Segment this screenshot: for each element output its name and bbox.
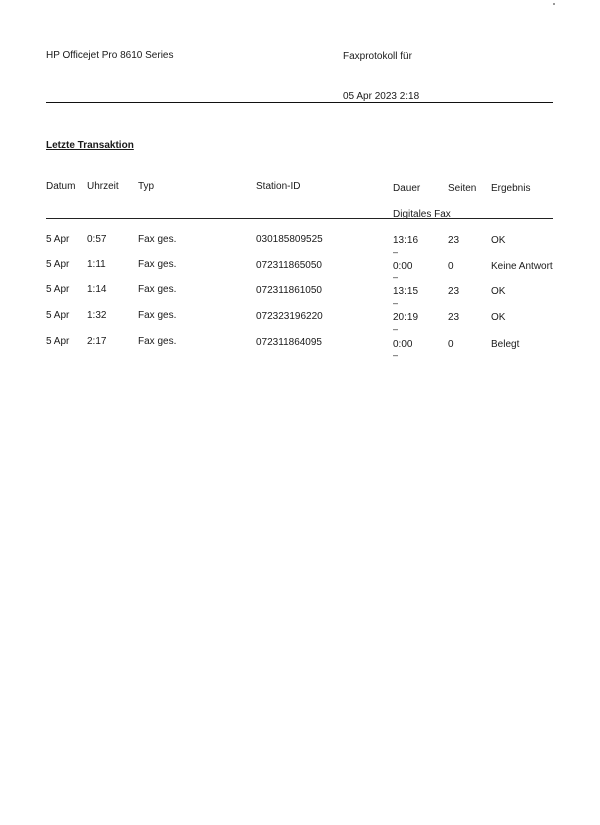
cell-dauer: 13:16 bbox=[393, 235, 419, 246]
cell-ergebnis: OK bbox=[491, 286, 506, 297]
cell-uhrzeit: 1:32 bbox=[87, 310, 107, 321]
cell-datum: 5 Apr bbox=[46, 310, 70, 321]
report-title: Faxprotokoll für bbox=[343, 51, 412, 62]
cell-station: 072323196220 bbox=[256, 311, 323, 322]
cell-uhrzeit: 1:11 bbox=[87, 259, 106, 270]
cell-dauer: 13:15 bbox=[393, 286, 419, 297]
cell-uhrzeit: 0:57 bbox=[87, 234, 107, 245]
cell-typ: Fax ges. bbox=[138, 234, 177, 245]
report-datetime: 05 Apr 2023 2:18 bbox=[343, 91, 420, 102]
cell-ergebnis: Belegt bbox=[491, 339, 520, 350]
device-name: HP Officejet Pro 8610 Series bbox=[46, 50, 174, 61]
table-header-divider bbox=[46, 218, 553, 219]
cell-typ: Fax ges. bbox=[138, 259, 177, 270]
cell-dauer: 20:19 bbox=[393, 312, 419, 323]
scan-speck bbox=[553, 3, 555, 5]
cell-dauer-dash: – bbox=[393, 247, 399, 257]
col-header-typ: Typ bbox=[138, 181, 155, 192]
cell-ergebnis: OK bbox=[491, 235, 506, 246]
cell-typ: Fax ges. bbox=[138, 284, 177, 295]
cell-station: 072311865050 bbox=[256, 260, 322, 271]
cell-station: 072311861050 bbox=[256, 285, 322, 296]
cell-seiten: 23 bbox=[448, 286, 460, 297]
cell-seiten: 0 bbox=[448, 261, 454, 272]
cell-datum: 5 Apr bbox=[46, 234, 70, 245]
header-divider bbox=[46, 102, 553, 103]
col-header-ergebnis: Ergebnis bbox=[491, 183, 531, 194]
col-header-seiten: Seiten bbox=[448, 183, 477, 194]
col-header-datum: Datum bbox=[46, 181, 76, 192]
col-header-station: Station-ID bbox=[256, 181, 301, 192]
col-header-dauer: Dauer bbox=[393, 183, 421, 194]
cell-dauer-dash: – bbox=[393, 298, 399, 308]
cell-seiten: 23 bbox=[448, 312, 460, 323]
fax-type-subheader: Digitales Fax bbox=[393, 209, 451, 220]
cell-dauer: 0:00 bbox=[393, 261, 413, 272]
cell-datum: 5 Apr bbox=[46, 259, 70, 270]
cell-station: 030185809525 bbox=[256, 234, 323, 245]
section-title: Letzte Transaktion bbox=[46, 140, 134, 151]
cell-datum: 5 Apr bbox=[46, 284, 70, 295]
cell-uhrzeit: 1:14 bbox=[87, 284, 107, 295]
col-header-uhrzeit: Uhrzeit bbox=[87, 181, 119, 192]
cell-dauer: 0:00 bbox=[393, 339, 413, 350]
cell-typ: Fax ges. bbox=[138, 310, 177, 321]
cell-ergebnis: OK bbox=[491, 312, 506, 323]
cell-dauer-dash: – bbox=[393, 324, 399, 334]
cell-station: 072311864095 bbox=[256, 337, 322, 348]
cell-uhrzeit: 2:17 bbox=[87, 336, 107, 347]
cell-dauer-dash: – bbox=[393, 272, 399, 282]
cell-datum: 5 Apr bbox=[46, 336, 70, 347]
cell-typ: Fax ges. bbox=[138, 336, 177, 347]
cell-ergebnis: Keine Antwort bbox=[491, 261, 553, 272]
cell-seiten: 0 bbox=[448, 339, 454, 350]
cell-dauer-dash: – bbox=[393, 350, 399, 360]
cell-seiten: 23 bbox=[448, 235, 460, 246]
